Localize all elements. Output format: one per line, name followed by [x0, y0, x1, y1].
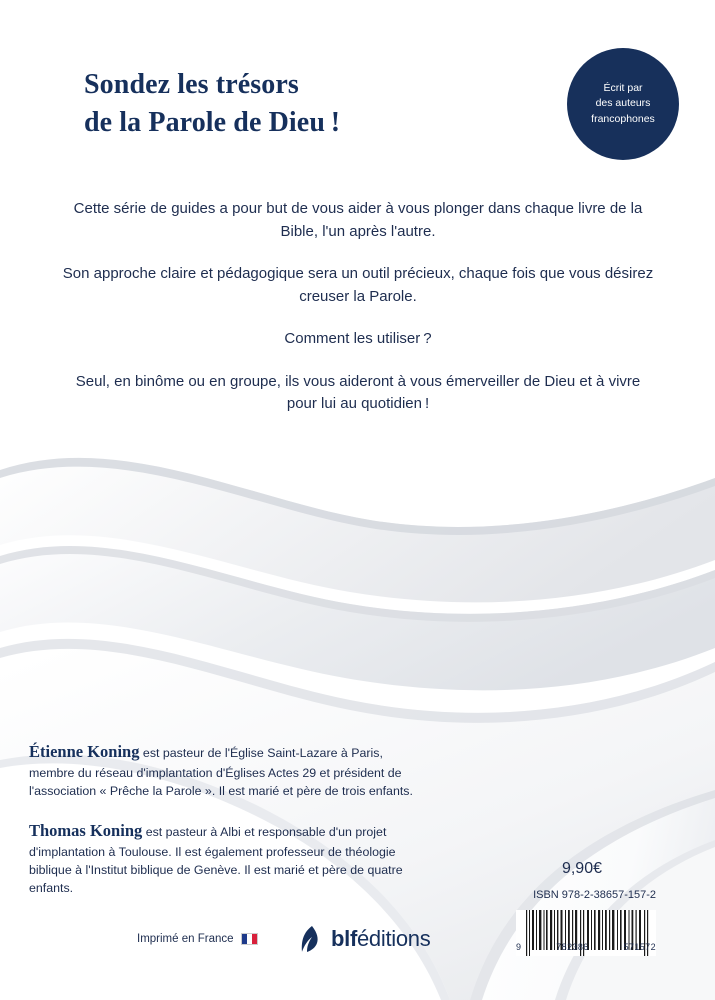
intro-paragraph-3: Comment les utiliser ?: [284, 330, 432, 347]
printed-label: Imprimé en France: [137, 933, 234, 945]
intro-paragraph-4: Seul, en binôme ou en groupe, ils vous aideront à vous émerveiller de Dieu et à vivre pour lui au quotidien !: [75, 372, 641, 412]
author-bio-2: [29, 819, 429, 898]
barcode-group-2: 571572: [623, 942, 656, 952]
barcode-digits: [516, 942, 656, 952]
author-bios: [29, 740, 429, 898]
intro-text: [60, 198, 656, 416]
badge-line-1: Écrit par: [603, 82, 643, 95]
blf-leaf-icon: [299, 925, 325, 953]
badge-line-3: francophones: [591, 112, 655, 125]
french-flag-icon: [241, 933, 258, 945]
author-bio-1: [29, 740, 429, 801]
publisher-name: [331, 926, 430, 952]
page-title: [84, 66, 340, 142]
intro-paragraph-2: Son approche claire et pédagogique sera un outil précieux, chaque fois que vous désirez creuser la Parole.: [62, 265, 654, 305]
author-name-2: Thomas Koning: [29, 820, 143, 840]
badge-line-2: des auteurs: [595, 97, 651, 110]
printed-in-france: [137, 933, 258, 945]
intro-paragraph-1: Cette série de guides a pour but de vous aider à vous plonger dans chaque livre de la Bible, l'un après l'autre.: [73, 200, 643, 240]
headline-line-2: de la Parole de Dieu !: [84, 106, 341, 138]
publisher-logo: [299, 925, 430, 953]
barcode-left-digit: 9: [516, 942, 522, 952]
status-badge: [567, 48, 679, 160]
publisher-suffix: éditions: [356, 926, 431, 951]
author-description-1: est pasteur de l'Église Saint-Lazare à Paris, membre du réseau d'implantation d'Églises Actes 29 et président de l'association « Prêche la Parole ». Il est marié et père de trois enfants.: [29, 746, 413, 799]
isbn-label: ISBN 978-2-38657-157-2: [533, 889, 656, 901]
headline-line-1: Sondez les trésors: [84, 69, 299, 100]
barcode-group-1: 782386: [556, 942, 589, 952]
author-description-2: est pasteur à Albi et responsable d'un projet d'implantation à Toulouse. Il est également professeur de théologie biblique à l'Institut biblique de Genève. Il est marié et père de quatre enfants.: [29, 824, 403, 896]
author-name-1: Étienne Koning: [29, 742, 140, 761]
price-label: 9,90€: [561, 860, 602, 877]
publisher-prefix: blf: [331, 926, 357, 951]
